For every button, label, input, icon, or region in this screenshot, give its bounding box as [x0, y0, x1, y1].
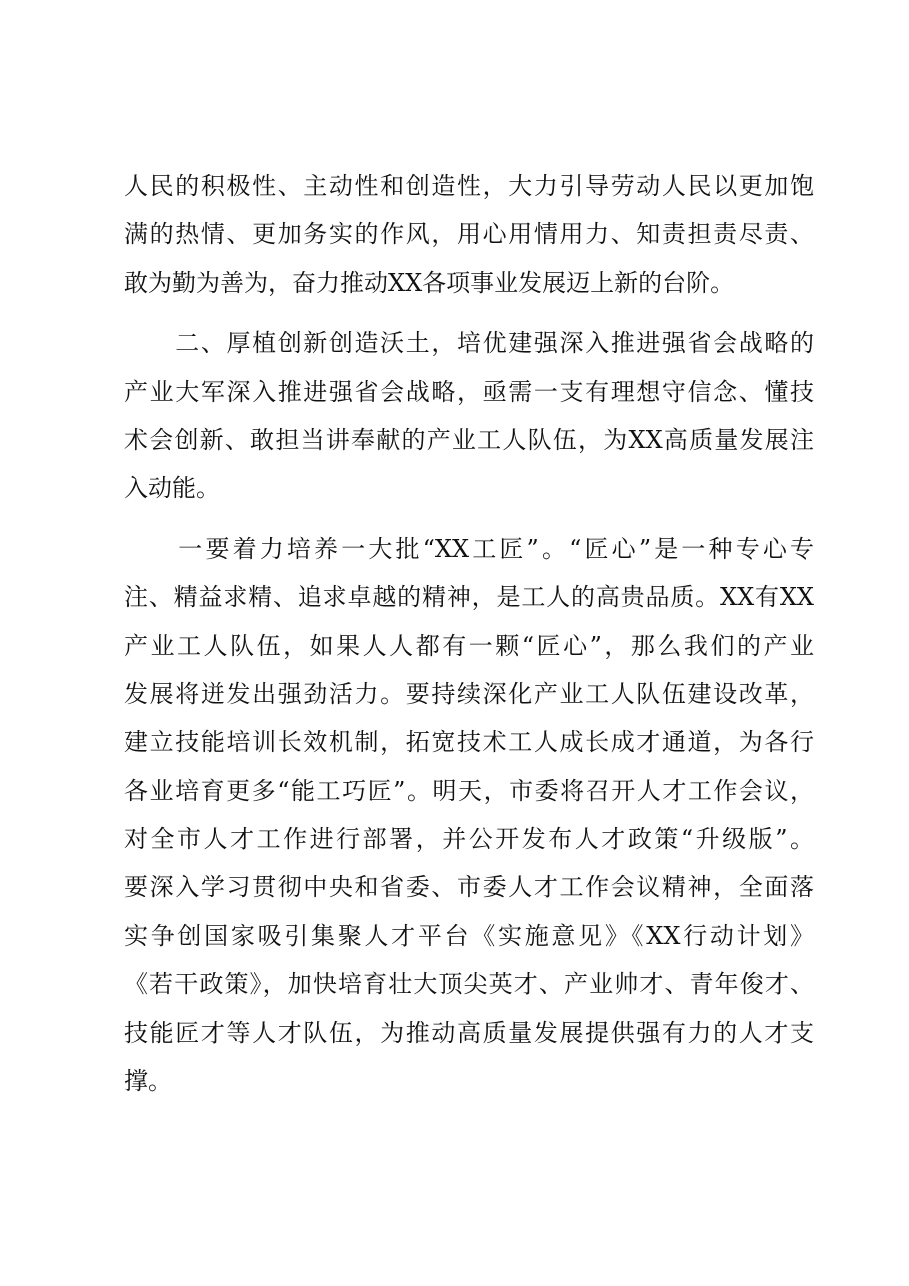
- paragraph-line: 建立技能培训长效机制，拓宽技术工人成长成才通道，为各行: [124, 728, 814, 757]
- document-body: [124, 162, 814, 1105]
- paragraph-line: 产业工人队伍，如果人人都有一颗“匠心”，那么我们的产业: [124, 631, 814, 660]
- paragraph-line: 对全市人才工作进行部署，并公开发布人才政策“升级版”。: [124, 825, 814, 854]
- paragraph-line: 产业大军深入推进强省会战略，亟需一支有理想守信念、懂技: [124, 377, 814, 406]
- paragraph-line: 人民的积极性、主动性和创造性，大力引导劳动人民以更加饱: [124, 172, 814, 200]
- paragraph-line: 《若干政策》，加快培育壮大顶尖英才、产业帅才、青年俊才、: [124, 970, 814, 999]
- paragraph-line: 注、精益求精、追求卓越的精神，是工人的高贵品质。XX有XX: [124, 583, 814, 612]
- paragraph-gap: [124, 307, 814, 319]
- paragraph-line: 术会创新、敢担当讲奉献的产业工人队伍，为XX高质量发展注: [124, 425, 814, 454]
- paragraph-line: 满的热情、更加务实的作风，用心用情用力、知责担责尽责、: [124, 220, 814, 249]
- paragraph-1: [124, 162, 814, 307]
- paragraph-line: 入动能。: [124, 474, 220, 503]
- paragraph-2: [124, 319, 814, 513]
- paragraph-line: 实争创国家吸引集聚人才平台《实施意见》《XX行动计划》: [124, 921, 814, 950]
- paragraph-line: 各业培育更多“能工巧匠”。明天，市委将召开人才工作会议，: [124, 776, 814, 805]
- paragraph-3: [124, 525, 814, 1106]
- paragraph-line: 撑。: [124, 1067, 172, 1096]
- paragraph-line: 二、厚植创新创造沃土，培优建强深入推进强省会战略的: [124, 329, 814, 358]
- paragraph-gap: [124, 513, 814, 525]
- paragraph-line: 一要着力培养一大批“XX工匠”。“匠心”是一种专心专: [124, 534, 814, 563]
- paragraph-line: 要深入学习贯彻中央和省委、市委人才工作会议精神，全面落: [124, 873, 814, 902]
- paragraph-line: 技能匠才等人才队伍，为推动高质量发展提供强有力的人才支: [124, 1018, 814, 1047]
- paragraph-line: 敢为勤为善为，奋力推动XX各项事业发展迈上新的台阶。: [124, 268, 735, 297]
- paragraph-line: 发展将迸发出强劲活力。要持续深化产业工人队伍建设改革，: [124, 679, 814, 708]
